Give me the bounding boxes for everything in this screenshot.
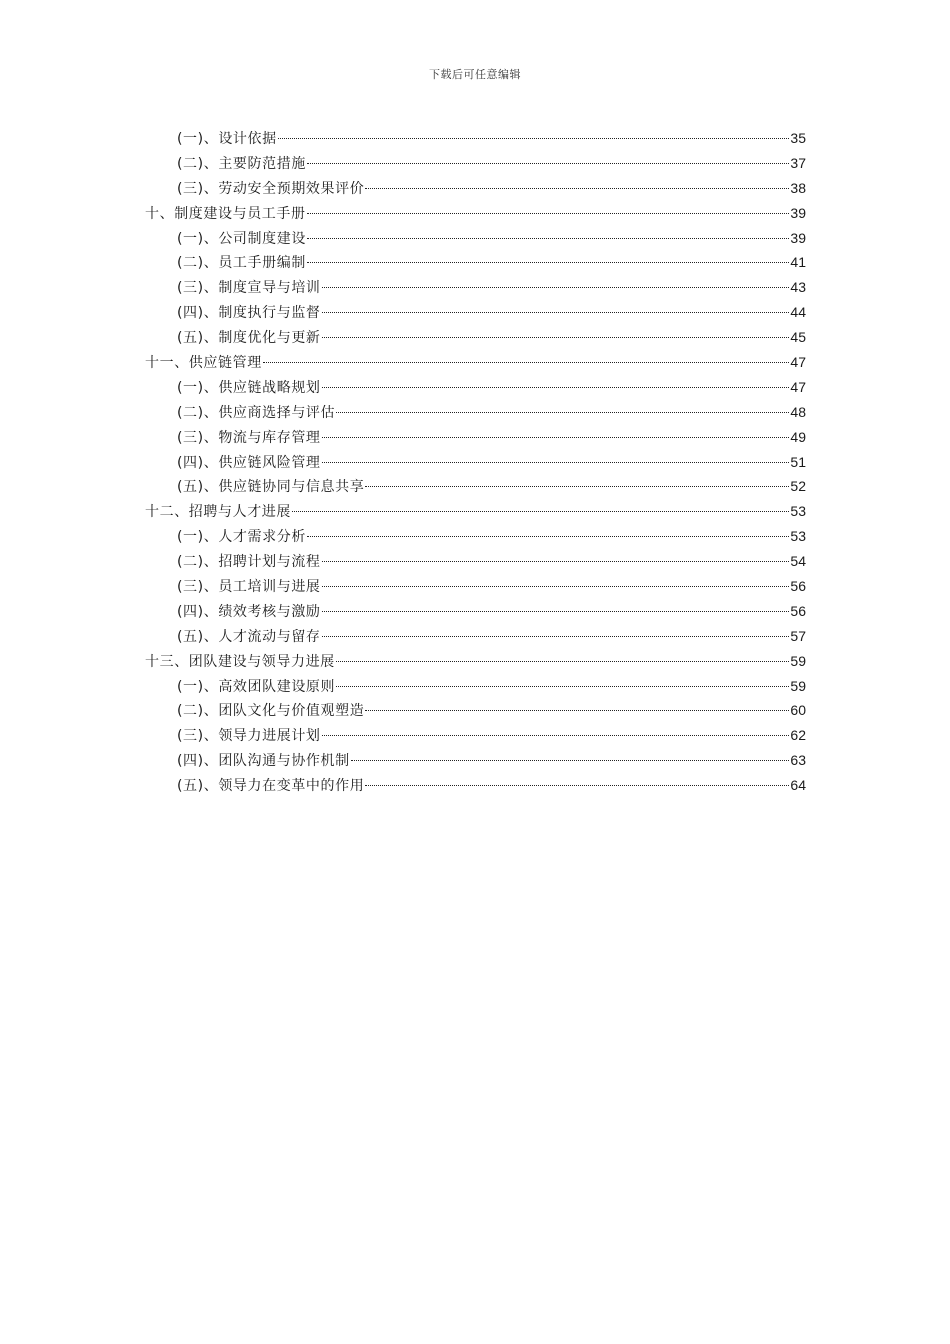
toc-entry-page-number: 37 <box>790 154 806 171</box>
toc-dot-leader <box>336 661 790 662</box>
toc-entry-page-number: 52 <box>790 478 806 495</box>
toc-dot-leader <box>365 785 789 786</box>
toc-section-entry[interactable] <box>145 176 806 201</box>
toc-entry-title: (四)、绩效考核与激励 <box>177 603 321 620</box>
toc-entry-title: (五)、领导力在变革中的作用 <box>177 778 365 795</box>
toc-dot-leader <box>336 412 789 413</box>
toc-entry-page-number: 47 <box>790 378 806 395</box>
toc-entry-page-number: 56 <box>790 578 806 595</box>
toc-entry-title: (五)、制度优化与更新 <box>177 330 321 347</box>
toc-section-entry[interactable] <box>145 698 806 723</box>
toc-entry-title: (五)、供应链协同与信息共享 <box>177 479 365 496</box>
toc-entry-page-number: 54 <box>790 553 806 570</box>
toc-entry-page-number: 53 <box>790 503 806 520</box>
toc-entry-title: (四)、团队沟通与协作机制 <box>177 753 350 770</box>
toc-dot-leader <box>307 213 790 214</box>
toc-section-entry[interactable] <box>145 474 806 499</box>
toc-entry-title: (一)、人才需求分析 <box>177 529 306 546</box>
toc-entry-title: (三)、劳动安全预期效果评价 <box>177 180 365 197</box>
toc-dot-leader <box>292 511 789 512</box>
toc-entry-title: (三)、领导力进展计划 <box>177 728 321 745</box>
toc-entry-title: (一)、设计依据 <box>177 131 277 147</box>
toc-dot-leader <box>307 536 789 537</box>
toc-entry-title: (三)、制度宣导与培训 <box>177 280 321 297</box>
toc-section-entry[interactable] <box>145 275 806 300</box>
toc-entry-title: (二)、团队文化与价值观塑造 <box>177 703 365 720</box>
toc-entry-title: 十二、招聘与人才进展 <box>145 504 291 521</box>
toc-section-entry[interactable] <box>145 748 806 773</box>
toc-entry-title: (二)、招聘计划与流程 <box>177 554 321 571</box>
toc-chapter-entry[interactable] <box>145 649 806 674</box>
toc-entry-page-number: 44 <box>790 304 806 321</box>
toc-entry-page-number: 43 <box>790 279 806 296</box>
toc-section-entry[interactable] <box>145 549 806 574</box>
toc-entry-page-number: 63 <box>790 752 806 769</box>
toc-entry-title: 十一、供应链管理 <box>145 355 262 372</box>
toc-dot-leader <box>365 710 789 711</box>
toc-section-entry[interactable] <box>145 250 806 275</box>
toc-dot-leader <box>322 735 790 736</box>
toc-section-entry[interactable] <box>145 400 806 425</box>
toc-entry-page-number: 47 <box>790 354 806 371</box>
toc-section-entry[interactable] <box>145 126 806 151</box>
toc-entry-page-number: 56 <box>790 602 806 619</box>
table-of-contents <box>145 126 806 798</box>
toc-entry-title: (一)、公司制度建设 <box>177 230 306 247</box>
toc-entry-title: (二)、员工手册编制 <box>177 255 306 272</box>
toc-section-entry[interactable] <box>145 674 806 699</box>
toc-entry-title: (三)、物流与库存管理 <box>177 429 321 446</box>
toc-dot-leader <box>322 561 790 562</box>
toc-section-entry[interactable] <box>145 524 806 549</box>
toc-entry-page-number: 39 <box>790 204 806 221</box>
toc-dot-leader <box>322 337 790 338</box>
toc-section-entry[interactable] <box>145 624 806 649</box>
toc-section-entry[interactable] <box>145 151 806 176</box>
toc-section-entry[interactable] <box>145 599 806 624</box>
toc-entry-page-number: 60 <box>790 702 806 719</box>
toc-dot-leader <box>278 138 790 139</box>
toc-dot-leader <box>322 636 790 637</box>
toc-section-entry[interactable] <box>145 773 806 798</box>
toc-entry-title: (二)、供应商选择与评估 <box>177 404 336 421</box>
toc-dot-leader <box>322 437 790 438</box>
toc-dot-leader <box>365 188 789 189</box>
toc-entry-page-number: 49 <box>790 428 806 445</box>
toc-entry-title: (二)、主要防范措施 <box>177 155 306 172</box>
toc-dot-leader <box>322 586 790 587</box>
toc-entry-page-number: 59 <box>790 677 806 694</box>
toc-dot-leader <box>322 312 790 313</box>
toc-dot-leader <box>336 686 789 687</box>
toc-dot-leader <box>322 387 790 388</box>
toc-dot-leader <box>322 287 790 288</box>
toc-entry-page-number: 64 <box>790 777 806 794</box>
toc-section-entry[interactable] <box>145 226 806 251</box>
toc-dot-leader <box>322 611 790 612</box>
toc-chapter-entry[interactable] <box>145 201 806 226</box>
toc-dot-leader <box>263 362 790 363</box>
toc-section-entry[interactable] <box>145 325 806 350</box>
toc-entry-page-number: 51 <box>790 453 806 470</box>
toc-dot-leader <box>307 163 789 164</box>
toc-dot-leader <box>322 462 790 463</box>
toc-entry-title: 十三、团队建设与领导力进展 <box>145 653 335 670</box>
toc-chapter-entry[interactable] <box>145 499 806 524</box>
toc-entry-page-number: 45 <box>790 329 806 346</box>
toc-entry-title: 十、制度建设与员工手册 <box>145 205 306 222</box>
toc-entry-title: (一)、高效团队建设原则 <box>177 678 336 695</box>
toc-entry-page-number: 48 <box>790 403 806 420</box>
toc-entry-page-number: 38 <box>790 179 806 196</box>
toc-entry-page-number: 35 <box>790 130 806 146</box>
toc-section-entry[interactable] <box>145 300 806 325</box>
toc-entry-page-number: 41 <box>790 254 806 271</box>
toc-entry-title: (五)、人才流动与留存 <box>177 628 321 645</box>
toc-section-entry[interactable] <box>145 574 806 599</box>
toc-entry-title: (三)、员工培训与进展 <box>177 579 321 596</box>
toc-entry-title: (四)、供应链风险管理 <box>177 454 321 471</box>
toc-entry-page-number: 62 <box>790 727 806 744</box>
toc-section-entry[interactable] <box>145 723 806 748</box>
toc-section-entry[interactable] <box>145 375 806 400</box>
toc-entry-page-number: 59 <box>790 652 806 669</box>
toc-entry-title: (四)、制度执行与监督 <box>177 305 321 322</box>
toc-dot-leader <box>351 760 790 761</box>
toc-entry-title: (一)、供应链战略规划 <box>177 379 321 396</box>
toc-entry-page-number: 39 <box>790 229 806 246</box>
toc-dot-leader <box>307 262 789 263</box>
toc-entry-page-number: 57 <box>790 627 806 644</box>
toc-section-entry[interactable] <box>145 425 806 450</box>
toc-dot-leader <box>365 486 789 487</box>
page-header: 下载后可任意编辑 <box>429 68 521 81</box>
toc-entry-page-number: 53 <box>790 528 806 545</box>
toc-dot-leader <box>307 238 789 239</box>
toc-chapter-entry[interactable] <box>145 350 806 375</box>
toc-section-entry[interactable] <box>145 450 806 475</box>
